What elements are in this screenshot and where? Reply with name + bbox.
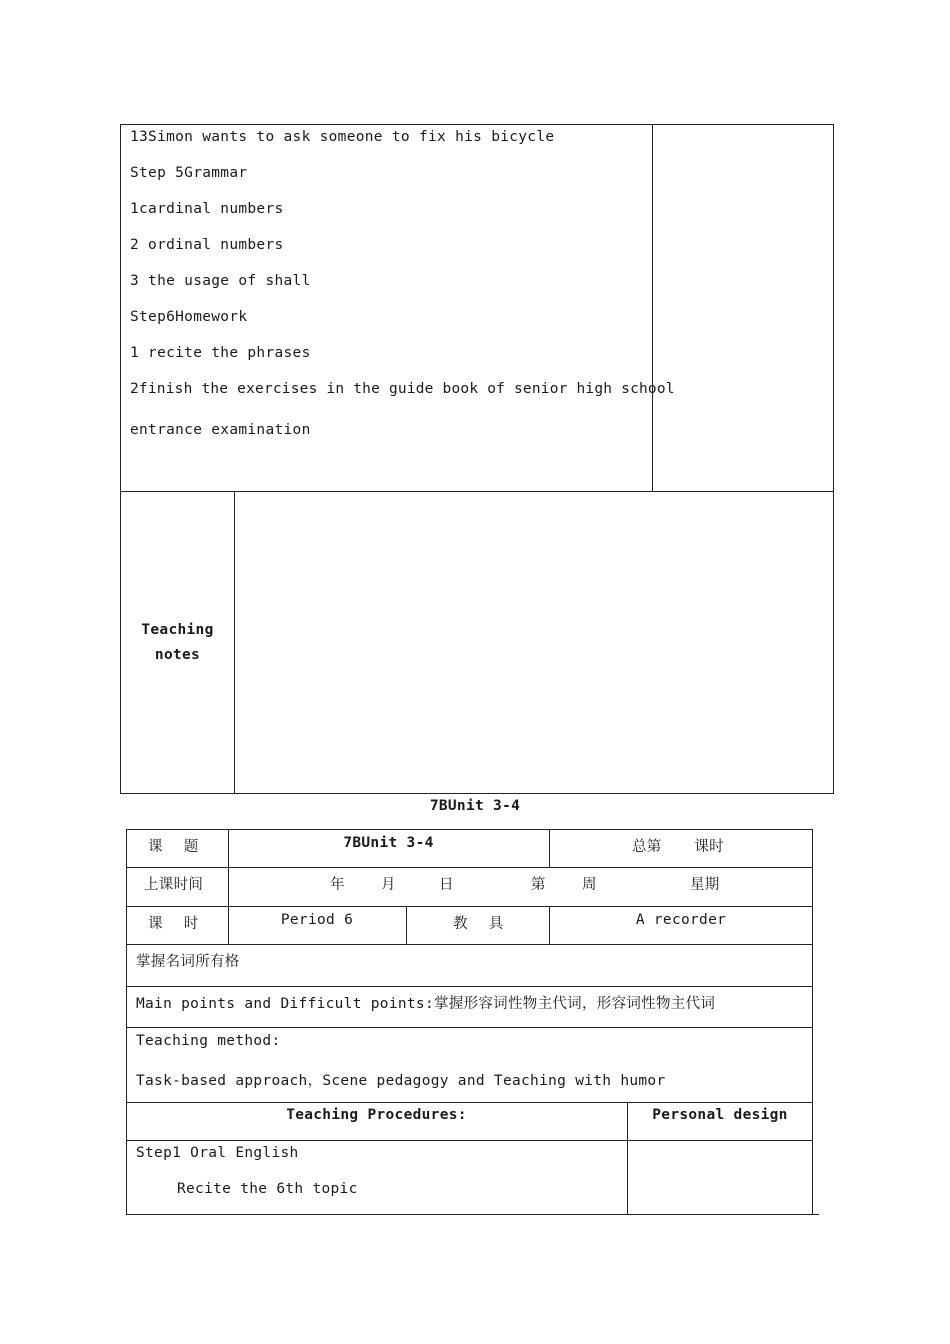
procedure-line: 2finish the exercises in the guide book of senior high school	[130, 381, 675, 397]
table-tail-mark	[812, 1214, 819, 1215]
method-label: Teaching method:	[136, 1033, 281, 1049]
continued-table	[120, 124, 834, 794]
teaching-objective: 掌握名词所有格	[136, 954, 240, 970]
topic-label: 课 题	[148, 839, 203, 855]
teaching-aids-value: A recorder	[635, 912, 727, 928]
personal-design-header: Personal design	[652, 1107, 788, 1123]
period-label: 课 时	[148, 916, 203, 932]
procedure-line: 2 ordinal numbers	[130, 237, 284, 253]
procedure-line: 1 recite the phrases	[130, 345, 311, 361]
procedure-line: 3 the usage of shall	[130, 273, 311, 289]
lesson-title: 7BUnit 3-4	[429, 798, 521, 814]
day-label: 日	[439, 877, 454, 893]
teaching-notes-label: notes	[154, 647, 201, 663]
class-time-label: 上课时间	[144, 877, 204, 893]
month-label: 月	[381, 877, 396, 893]
notes-column-divider	[234, 491, 235, 794]
total-periods-label: 总第 课时	[632, 839, 724, 855]
teaching-aids-label: 教 具	[453, 916, 508, 932]
row-divider	[126, 1102, 813, 1103]
teaching-notes-label: Teaching	[141, 622, 214, 638]
procedure-line: Step6Homework	[130, 309, 248, 325]
row-divider	[126, 1027, 813, 1028]
col-divider	[549, 829, 550, 867]
continued-table-row-divider	[120, 491, 834, 492]
row-divider	[126, 867, 813, 868]
ordinal-label: 第	[531, 877, 546, 893]
week-label: 周	[582, 877, 597, 893]
step1-title: Step1 Oral English	[136, 1145, 299, 1161]
row-divider	[126, 944, 813, 945]
procedures-header: Teaching Procedures:	[286, 1107, 467, 1123]
procedure-line: 1cardinal numbers	[130, 201, 284, 217]
weekday-label: 星期	[690, 877, 720, 893]
step1-detail: Recite the 6th topic	[177, 1181, 358, 1197]
period-value: Period 6	[280, 912, 354, 928]
col-divider	[406, 906, 407, 944]
continued-table-divider	[652, 124, 653, 491]
key-points: Main points and Difficult points:掌握形容词性物主代词，形容词性物主代词	[136, 996, 716, 1012]
procedure-line: Step 5Grammar	[130, 165, 248, 181]
procedure-line: entrance examination	[130, 422, 311, 438]
method-value: Task-based approach，Scene pedagogy and Teaching with humor	[136, 1073, 666, 1089]
row-divider	[126, 1140, 813, 1141]
row-divider	[126, 986, 813, 987]
year-label: 年	[330, 877, 345, 893]
row-divider	[126, 906, 813, 907]
topic-value: 7BUnit 3-4	[343, 835, 434, 851]
procedure-line: 13Simon wants to ask someone to fix his bicycle	[130, 129, 555, 145]
